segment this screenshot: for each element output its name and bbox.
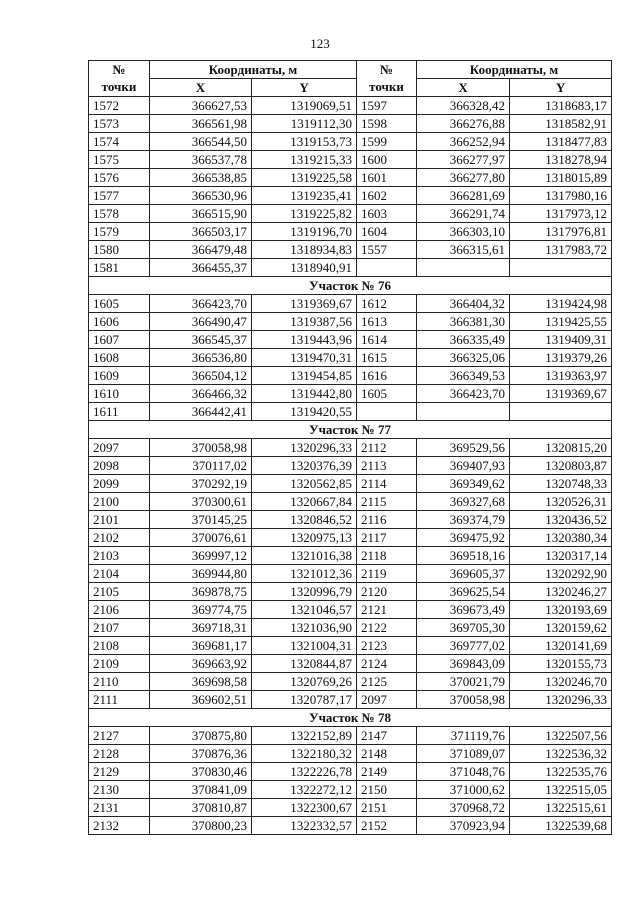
- point-number-cell: 2150: [357, 781, 417, 799]
- table-row: [89, 655, 612, 673]
- point-number-cell: 1604: [357, 223, 417, 241]
- x-coordinate-cell: 369518,16: [417, 547, 510, 565]
- table-row: [89, 133, 612, 151]
- table-row: [89, 223, 612, 241]
- table-row: [89, 619, 612, 637]
- point-number-cell: 2132: [89, 817, 150, 835]
- x-coordinate-cell: 370021,79: [417, 673, 510, 691]
- y-coordinate-cell: 1320193,69: [510, 601, 612, 619]
- point-number-cell: 1578: [89, 205, 150, 223]
- y-header-right: Y: [510, 79, 612, 97]
- table-row: [89, 817, 612, 835]
- point-number-cell: 2120: [357, 583, 417, 601]
- table-row: [89, 349, 612, 367]
- point-number-cell: 2098: [89, 457, 150, 475]
- y-coordinate-cell: 1321046,57: [252, 601, 357, 619]
- y-coordinate-cell: 1320436,52: [510, 511, 612, 529]
- x-coordinate-cell: 366544,50: [150, 133, 252, 151]
- x-coordinate-cell: 366466,32: [150, 385, 252, 403]
- x-coordinate-cell: 369374,79: [417, 511, 510, 529]
- y-coordinate-cell: 1320292,90: [510, 565, 612, 583]
- point-number-cell: 2105: [89, 583, 150, 601]
- y-coordinate-cell: 1322515,61: [510, 799, 612, 817]
- table-row: [89, 169, 612, 187]
- coordinates-header-right: Координаты, м: [417, 61, 612, 79]
- x-coordinate-cell: 366515,90: [150, 205, 252, 223]
- page-number: 123: [310, 36, 330, 51]
- y-coordinate-cell: 1319369,67: [252, 295, 357, 313]
- point-number-cell: 1605: [89, 295, 150, 313]
- y-coordinate-cell: 1318934,83: [252, 241, 357, 259]
- x-coordinate-cell: 366490,47: [150, 313, 252, 331]
- table-row: [89, 601, 612, 619]
- y-coordinate-cell: 1322226,78: [252, 763, 357, 781]
- point-number-cell: [357, 259, 417, 277]
- point-number-cell: 2111: [89, 691, 150, 709]
- point-number-cell: 1612: [357, 295, 417, 313]
- x-coordinate-cell: 366381,30: [417, 313, 510, 331]
- point-number-cell: 2107: [89, 619, 150, 637]
- y-coordinate-cell: 1318278,94: [510, 151, 612, 169]
- y-coordinate-cell: 1321036,90: [252, 619, 357, 637]
- y-coordinate-cell: 1320296,33: [252, 439, 357, 457]
- x-coordinate-cell: 369327,68: [417, 493, 510, 511]
- y-coordinate-cell: 1322180,32: [252, 745, 357, 763]
- point-number-cell: 1573: [89, 115, 150, 133]
- table-row: [89, 781, 612, 799]
- point-number-cell: 2117: [357, 529, 417, 547]
- point-number-cell: 2110: [89, 673, 150, 691]
- table-row: [89, 529, 612, 547]
- x-coordinate-cell: 366545,37: [150, 331, 252, 349]
- x-coordinate-cell: 366281,69: [417, 187, 510, 205]
- x-coordinate-cell: 366442,41: [150, 403, 252, 421]
- y-coordinate-cell: 1319425,55: [510, 313, 612, 331]
- x-coordinate-cell: 370875,80: [150, 727, 252, 745]
- point-number-cell: 1613: [357, 313, 417, 331]
- table-row: [89, 439, 612, 457]
- y-coordinate-cell: 1319443,96: [252, 331, 357, 349]
- point-number-cell: 1572: [89, 97, 150, 115]
- table-row: [89, 745, 612, 763]
- y-coordinate-cell: 1321004,31: [252, 637, 357, 655]
- point-number-cell: 2151: [357, 799, 417, 817]
- y-coordinate-cell: 1320376,39: [252, 457, 357, 475]
- table-row: [89, 691, 612, 709]
- y-coordinate-cell: 1322535,76: [510, 763, 612, 781]
- x-coordinate-cell: 369529,56: [417, 439, 510, 457]
- y-coordinate-cell: 1320787,17: [252, 691, 357, 709]
- table-row: [89, 583, 612, 601]
- y-coordinate-cell: 1321016,38: [252, 547, 357, 565]
- y-coordinate-cell: 1322332,57: [252, 817, 357, 835]
- x-coordinate-cell: 366315,61: [417, 241, 510, 259]
- y-coordinate-cell: 1320317,14: [510, 547, 612, 565]
- x-coordinate-cell: 370841,09: [150, 781, 252, 799]
- y-coordinate-cell: 1320748,33: [510, 475, 612, 493]
- y-coordinate-cell: 1320803,87: [510, 457, 612, 475]
- x-coordinate-cell: 370876,36: [150, 745, 252, 763]
- y-coordinate-cell: 1321012,36: [252, 565, 357, 583]
- point-number-cell: 2099: [89, 475, 150, 493]
- y-coordinate-cell: 1320815,20: [510, 439, 612, 457]
- y-coordinate-cell: 1317973,12: [510, 205, 612, 223]
- x-coordinate-cell: 370810,87: [150, 799, 252, 817]
- x-coordinate-cell: 371000,62: [417, 781, 510, 799]
- point-number-cell: 2119: [357, 565, 417, 583]
- table-row: [89, 403, 612, 421]
- x-coordinate-cell: 366504,12: [150, 367, 252, 385]
- table-row: [89, 475, 612, 493]
- x-coordinate-cell: 366530,96: [150, 187, 252, 205]
- point-number-cell: 2112: [357, 439, 417, 457]
- y-coordinate-cell: 1317983,72: [510, 241, 612, 259]
- x-coordinate-cell: 370968,72: [417, 799, 510, 817]
- table-row: [89, 115, 612, 133]
- point-number-cell: 2103: [89, 547, 150, 565]
- point-number-cell: 2113: [357, 457, 417, 475]
- x-coordinate-cell: 366291,74: [417, 205, 510, 223]
- table-row: [89, 187, 612, 205]
- point-number-cell: 2115: [357, 493, 417, 511]
- y-coordinate-cell: 1319363,97: [510, 367, 612, 385]
- table-row: [89, 457, 612, 475]
- table-row: [89, 565, 612, 583]
- section-title: Участок № 78: [89, 709, 612, 727]
- x-coordinate-cell: 369407,93: [417, 457, 510, 475]
- point-number-cell: 2102: [89, 529, 150, 547]
- point-number-cell: 1600: [357, 151, 417, 169]
- x-coordinate-cell: 370058,98: [417, 691, 510, 709]
- x-coordinate-cell: 366538,85: [150, 169, 252, 187]
- y-coordinate-cell: 1317976,81: [510, 223, 612, 241]
- x-coordinate-cell: 370145,25: [150, 511, 252, 529]
- x-coordinate-cell: 369625,54: [417, 583, 510, 601]
- point-number-cell: 1574: [89, 133, 150, 151]
- y-coordinate-cell: 1319454,85: [252, 367, 357, 385]
- x-coordinate-cell: 369705,30: [417, 619, 510, 637]
- y-coordinate-cell: 1318683,17: [510, 97, 612, 115]
- y-coordinate-cell: 1320246,70: [510, 673, 612, 691]
- y-coordinate-cell: 1319424,98: [510, 295, 612, 313]
- table-row: [89, 331, 612, 349]
- y-coordinate-cell: 1318015,89: [510, 169, 612, 187]
- table-row: [89, 241, 612, 259]
- x-coordinate-cell: 366455,37: [150, 259, 252, 277]
- point-number-cell: 2108: [89, 637, 150, 655]
- point-number-cell: 2125: [357, 673, 417, 691]
- point-number-cell: 2121: [357, 601, 417, 619]
- section-header-row: [89, 421, 612, 439]
- point-number-cell: 2127: [89, 727, 150, 745]
- y-coordinate-cell: [510, 403, 612, 421]
- y-coordinate-cell: 1320846,52: [252, 511, 357, 529]
- point-number-cell: 1614: [357, 331, 417, 349]
- x-coordinate-cell: 366276,88: [417, 115, 510, 133]
- x-coordinate-cell: 366423,70: [150, 295, 252, 313]
- x-header-left: X: [150, 79, 252, 97]
- point-number-cell: 2124: [357, 655, 417, 673]
- point-number-cell: 1606: [89, 313, 150, 331]
- point-number-cell: 2109: [89, 655, 150, 673]
- x-coordinate-cell: 369663,92: [150, 655, 252, 673]
- y-coordinate-cell: 1320769,26: [252, 673, 357, 691]
- y-coordinate-cell: 1319409,31: [510, 331, 612, 349]
- point-number-cell: 2101: [89, 511, 150, 529]
- point-number-cell: 1611: [89, 403, 150, 421]
- table-row: [89, 511, 612, 529]
- y-coordinate-cell: 1318582,91: [510, 115, 612, 133]
- x-coordinate-cell: 369944,80: [150, 565, 252, 583]
- y-coordinate-cell: 1322515,05: [510, 781, 612, 799]
- coordinates-header-left: Координаты, м: [150, 61, 357, 79]
- table-row: [89, 799, 612, 817]
- y-coordinate-cell: 1320246,27: [510, 583, 612, 601]
- x-coordinate-cell: 370076,61: [150, 529, 252, 547]
- x-coordinate-cell: [417, 403, 510, 421]
- table-row: [89, 727, 612, 745]
- x-coordinate-cell: 369843,09: [417, 655, 510, 673]
- y-coordinate-cell: 1319196,70: [252, 223, 357, 241]
- y-coordinate-cell: 1319225,82: [252, 205, 357, 223]
- x-coordinate-cell: 370923,94: [417, 817, 510, 835]
- point-number-cell: 2152: [357, 817, 417, 835]
- table-row: [89, 97, 612, 115]
- x-coordinate-cell: 366561,98: [150, 115, 252, 133]
- point-number-cell: 2104: [89, 565, 150, 583]
- x-coordinate-cell: 371089,07: [417, 745, 510, 763]
- y-coordinate-cell: 1319153,73: [252, 133, 357, 151]
- x-coordinate-cell: 371119,76: [417, 727, 510, 745]
- point-number-cell: 2097: [89, 439, 150, 457]
- x-coordinate-cell: 370058,98: [150, 439, 252, 457]
- table-row: [89, 637, 612, 655]
- x-header-right: X: [417, 79, 510, 97]
- y-coordinate-cell: 1322300,67: [252, 799, 357, 817]
- point-number-cell: 1557: [357, 241, 417, 259]
- point-number-header-left: № точки: [89, 61, 150, 97]
- y-coordinate-cell: 1318477,83: [510, 133, 612, 151]
- point-number-cell: 2148: [357, 745, 417, 763]
- point-number-cell: 2122: [357, 619, 417, 637]
- x-coordinate-cell: 369673,49: [417, 601, 510, 619]
- point-number-cell: 2130: [89, 781, 150, 799]
- y-coordinate-cell: 1320155,73: [510, 655, 612, 673]
- x-coordinate-cell: 369349,62: [417, 475, 510, 493]
- y-coordinate-cell: 1319069,51: [252, 97, 357, 115]
- section-header-row: [89, 277, 612, 295]
- coordinates-table: [88, 60, 612, 835]
- x-coordinate-cell: 366537,78: [150, 151, 252, 169]
- y-coordinate-cell: 1322152,89: [252, 727, 357, 745]
- y-coordinate-cell: 1319420,55: [252, 403, 357, 421]
- point-number-cell: 1605: [357, 385, 417, 403]
- point-number-cell: 1615: [357, 349, 417, 367]
- point-number-cell: 2106: [89, 601, 150, 619]
- point-number-header-right: № точки: [357, 61, 417, 97]
- point-number-cell: 1581: [89, 259, 150, 277]
- x-coordinate-cell: 366277,97: [417, 151, 510, 169]
- y-header-left: Y: [252, 79, 357, 97]
- point-number-cell: 1608: [89, 349, 150, 367]
- x-coordinate-cell: 370300,61: [150, 493, 252, 511]
- point-number-cell: 1603: [357, 205, 417, 223]
- y-coordinate-cell: [510, 259, 612, 277]
- point-number-cell: 2147: [357, 727, 417, 745]
- y-coordinate-cell: 1322536,32: [510, 745, 612, 763]
- x-coordinate-cell: 369878,75: [150, 583, 252, 601]
- point-number-cell: 1607: [89, 331, 150, 349]
- point-number-cell: 1576: [89, 169, 150, 187]
- point-number-cell: 2114: [357, 475, 417, 493]
- point-number-cell: 2128: [89, 745, 150, 763]
- x-coordinate-cell: 366627,53: [150, 97, 252, 115]
- y-coordinate-cell: 1320667,84: [252, 493, 357, 511]
- point-number-cell: 2149: [357, 763, 417, 781]
- section-title: Участок № 76: [89, 277, 612, 295]
- point-number-cell: 1616: [357, 367, 417, 385]
- table-row: [89, 367, 612, 385]
- table-row: [89, 205, 612, 223]
- section-title: Участок № 77: [89, 421, 612, 439]
- section-header-row: [89, 709, 612, 727]
- point-number-cell: 1609: [89, 367, 150, 385]
- x-coordinate-cell: 369602,51: [150, 691, 252, 709]
- point-number-cell: 2129: [89, 763, 150, 781]
- x-coordinate-cell: 366349,53: [417, 367, 510, 385]
- y-coordinate-cell: 1319442,80: [252, 385, 357, 403]
- y-coordinate-cell: 1319470,31: [252, 349, 357, 367]
- point-number-cell: [357, 403, 417, 421]
- point-number-cell: 1602: [357, 187, 417, 205]
- y-coordinate-cell: 1320296,33: [510, 691, 612, 709]
- x-coordinate-cell: 371048,76: [417, 763, 510, 781]
- table-row: [89, 385, 612, 403]
- x-coordinate-cell: 366325,06: [417, 349, 510, 367]
- table-row: [89, 673, 612, 691]
- point-number-cell: 1577: [89, 187, 150, 205]
- table-row: [89, 295, 612, 313]
- x-coordinate-cell: 369475,92: [417, 529, 510, 547]
- y-coordinate-cell: 1318940,91: [252, 259, 357, 277]
- x-coordinate-cell: 366252,94: [417, 133, 510, 151]
- table-body: [89, 97, 612, 835]
- x-coordinate-cell: 370830,46: [150, 763, 252, 781]
- point-number-cell: 2097: [357, 691, 417, 709]
- x-coordinate-cell: 366303,10: [417, 223, 510, 241]
- y-coordinate-cell: 1320844,87: [252, 655, 357, 673]
- y-coordinate-cell: 1320562,85: [252, 475, 357, 493]
- point-number-cell: 1610: [89, 385, 150, 403]
- x-coordinate-cell: 369718,31: [150, 619, 252, 637]
- x-coordinate-cell: 366503,17: [150, 223, 252, 241]
- y-coordinate-cell: 1319235,41: [252, 187, 357, 205]
- y-coordinate-cell: 1320996,79: [252, 583, 357, 601]
- x-coordinate-cell: 366423,70: [417, 385, 510, 403]
- point-number-cell: 1597: [357, 97, 417, 115]
- y-coordinate-cell: 1322272,12: [252, 781, 357, 799]
- table-row: [89, 313, 612, 331]
- x-coordinate-cell: 369605,37: [417, 565, 510, 583]
- y-coordinate-cell: 1320975,13: [252, 529, 357, 547]
- table-row: [89, 547, 612, 565]
- point-number-cell: 1580: [89, 241, 150, 259]
- point-number-cell: 1601: [357, 169, 417, 187]
- table-row: [89, 493, 612, 511]
- x-coordinate-cell: 366277,80: [417, 169, 510, 187]
- point-number-cell: 2123: [357, 637, 417, 655]
- point-number-cell: 2100: [89, 493, 150, 511]
- x-coordinate-cell: [417, 259, 510, 277]
- x-coordinate-cell: 366479,48: [150, 241, 252, 259]
- point-number-cell: 2116: [357, 511, 417, 529]
- point-number-cell: 2118: [357, 547, 417, 565]
- point-number-cell: 1579: [89, 223, 150, 241]
- y-coordinate-cell: 1317980,16: [510, 187, 612, 205]
- x-coordinate-cell: 370800,23: [150, 817, 252, 835]
- point-number-cell: 2131: [89, 799, 150, 817]
- y-coordinate-cell: 1320380,34: [510, 529, 612, 547]
- x-coordinate-cell: 369681,17: [150, 637, 252, 655]
- y-coordinate-cell: 1319387,56: [252, 313, 357, 331]
- y-coordinate-cell: 1320526,31: [510, 493, 612, 511]
- x-coordinate-cell: 369698,58: [150, 673, 252, 691]
- y-coordinate-cell: 1319112,30: [252, 115, 357, 133]
- x-coordinate-cell: 370292,19: [150, 475, 252, 493]
- y-coordinate-cell: 1322507,56: [510, 727, 612, 745]
- point-number-cell: 1599: [357, 133, 417, 151]
- y-coordinate-cell: 1322539,68: [510, 817, 612, 835]
- x-coordinate-cell: 369997,12: [150, 547, 252, 565]
- y-coordinate-cell: 1320159,62: [510, 619, 612, 637]
- y-coordinate-cell: 1319215,33: [252, 151, 357, 169]
- table-row: [89, 763, 612, 781]
- table-row: [89, 259, 612, 277]
- y-coordinate-cell: 1319225,58: [252, 169, 357, 187]
- x-coordinate-cell: 366328,42: [417, 97, 510, 115]
- y-coordinate-cell: 1319379,26: [510, 349, 612, 367]
- point-number-cell: 1575: [89, 151, 150, 169]
- x-coordinate-cell: 370117,02: [150, 457, 252, 475]
- y-coordinate-cell: 1320141,69: [510, 637, 612, 655]
- table-row: [89, 151, 612, 169]
- x-coordinate-cell: 369777,02: [417, 637, 510, 655]
- x-coordinate-cell: 366404,32: [417, 295, 510, 313]
- x-coordinate-cell: 369774,75: [150, 601, 252, 619]
- y-coordinate-cell: 1319369,67: [510, 385, 612, 403]
- point-number-cell: 1598: [357, 115, 417, 133]
- x-coordinate-cell: 366536,80: [150, 349, 252, 367]
- x-coordinate-cell: 366335,49: [417, 331, 510, 349]
